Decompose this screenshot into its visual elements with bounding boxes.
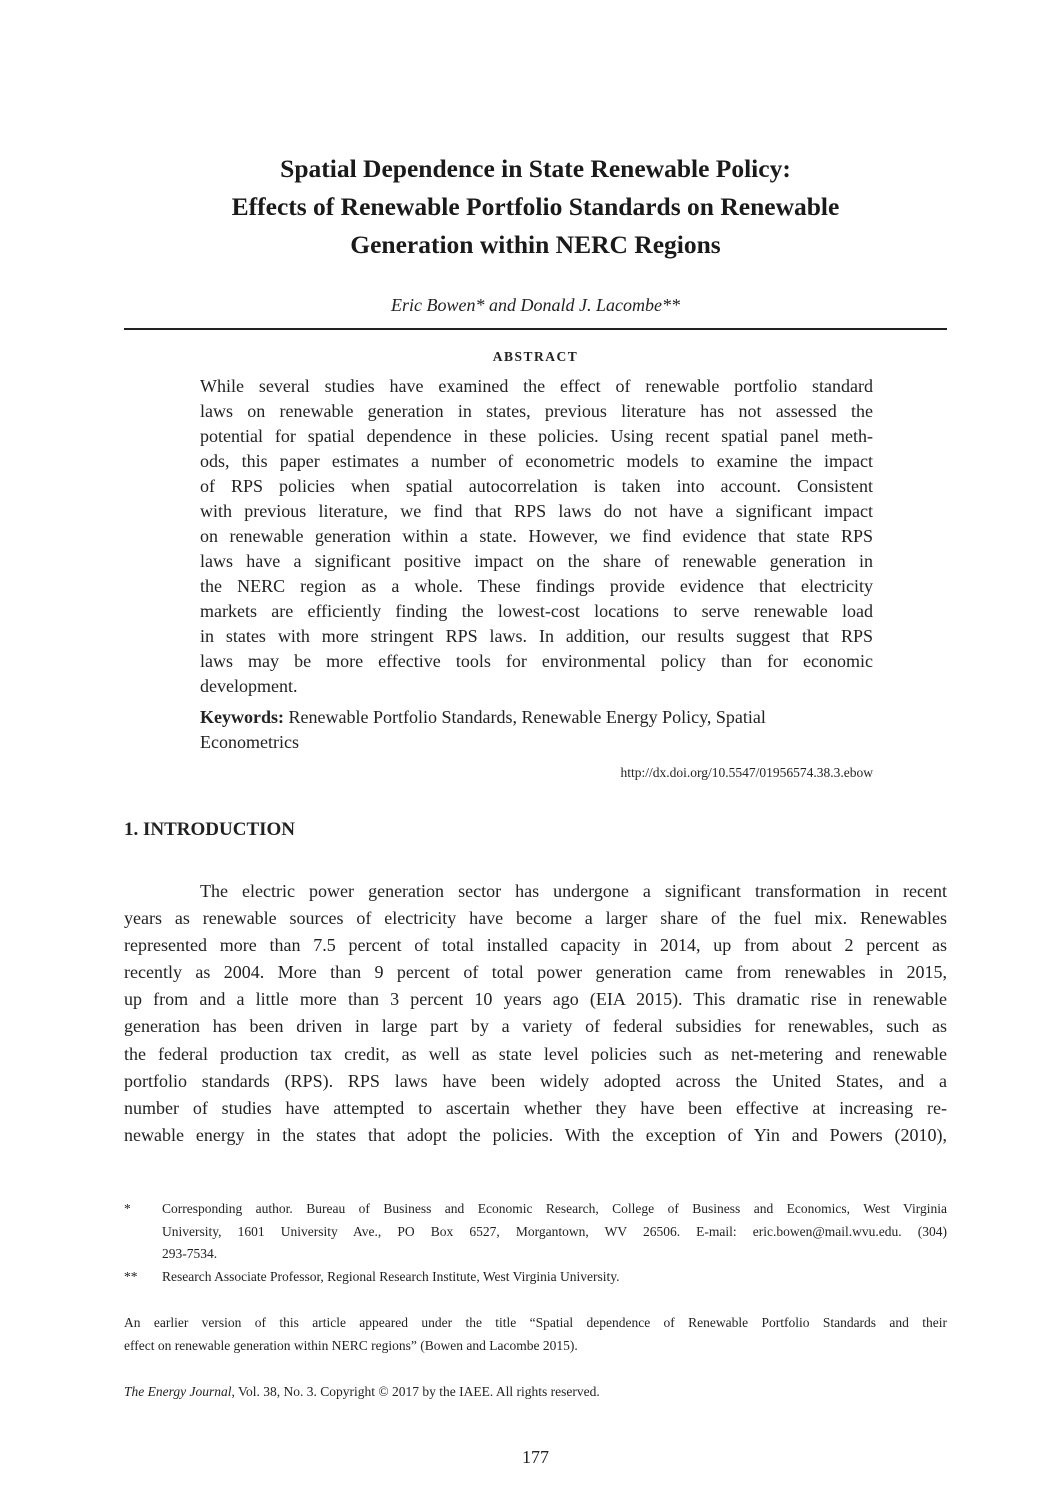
abstract-line: markets are efficiently finding the lowest-cost locations to serve renewable load (200, 601, 873, 621)
abstract-line: of RPS policies when spatial autocorrelation is taken into account. Consistent (200, 476, 873, 496)
body-line: number of studies have attempted to ascertain whether they have been effective at increasing re- (124, 1097, 947, 1118)
keywords (200, 705, 873, 755)
footnote-mark: ** (124, 1269, 138, 1284)
abstract-line: potential for spatial dependence in these policies. Using recent spatial panel meth- (200, 426, 873, 446)
abstract-line: the NERC region as a whole. These findings provide evidence that electricity (200, 576, 873, 596)
abstract-heading: ABSTRACT (492, 349, 579, 364)
body-line: recently as 2004. More than 9 percent of total power generation came from renewables in 2015, (124, 962, 947, 983)
footnote-line: Research Associate Professor, Regional Research Institute, West Virginia University. (162, 1269, 620, 1284)
footnote-second-author (124, 1266, 947, 1289)
body-line: up from and a little more than 3 percent 10 years ago (EIA 2015). This dramatic rise in renewable (124, 989, 947, 1010)
abstract-line: development. (200, 676, 298, 696)
section-heading: 1. INTRODUCTION (124, 819, 296, 840)
footnote-line: University, 1601 University Ave., PO Box 6527, Morgantown, WV 26506. E-mail: eric.bowen@mail.wvu.edu. (304) (162, 1223, 947, 1239)
title-line-1: Spatial Dependence in State Renewable Policy: (280, 154, 791, 183)
abstract-line: laws have a significant positive impact on the share of renewable generation in (200, 551, 873, 571)
abstract-line: laws on renewable generation in states, previous literature has not assessed the (200, 401, 873, 421)
page-number: 177 (522, 1447, 549, 1467)
journal-name: The Energy Journal (124, 1384, 232, 1399)
body-line: generation has been driven in large part by a variety of federal subsidies for renewables, such as (124, 1016, 947, 1037)
paper-title (120, 150, 951, 264)
abstract-line: laws may be more effective tools for environmental policy than for economic (200, 651, 873, 671)
body-line: newable energy in the states that adopt the policies. With the exception of Yin and Powers (2010), (124, 1124, 947, 1145)
footnote-mark: * (124, 1201, 131, 1216)
body-line: the federal production tax credit, as well as state level policies such as net-metering and renewable (124, 1043, 947, 1064)
keywords-text: Renewable Portfolio Standards, Renewable Energy Policy, Spatial (288, 707, 766, 727)
abstract-line: While several studies have examined the effect of renewable portfolio standard (200, 376, 873, 396)
body-line: represented more than 7.5 percent of total installed capacity in 2014, up from about 2 percent as (124, 935, 947, 956)
note-line: An earlier version of this article appeared under the title “Spatial dependence of Renewable Portfolio Standards and their (124, 1315, 947, 1330)
keywords-label: Keywords: (200, 707, 284, 727)
abstract-text (200, 374, 873, 699)
authors: Eric Bowen* and Donald J. Lacombe** (391, 295, 680, 315)
footnote-line: Corresponding author. Bureau of Business and Economic Research, College of Business and Economics, West Virginia (162, 1201, 947, 1216)
note-line: effect on renewable generation within NERC regions” (Bowen and Lacombe 2015). (124, 1337, 578, 1353)
abstract-line: with previous literature, we find that RPS laws do not have a significant impact (200, 501, 873, 521)
earlier-version-note (124, 1312, 947, 1357)
body-line: The electric power generation sector has undergone a significant transformation in recent (200, 881, 947, 901)
keywords-text-continued: Econometrics (200, 732, 299, 752)
abstract-line: ods, this paper estimates a number of econometric models to examine the impact (200, 451, 873, 471)
body-line: years as renewable sources of electricity have become a larger share of the fuel mix. Renewables (124, 908, 947, 929)
title-line-3: Generation within NERC Regions (350, 230, 721, 259)
footnote-corresponding-author (124, 1198, 947, 1266)
header-rule (124, 328, 947, 330)
body-paragraph (124, 878, 947, 1149)
abstract-line: in states with more stringent RPS laws. In addition, our results suggest that RPS (200, 626, 873, 646)
title-line-2: Effects of Renewable Portfolio Standards on Renewable (231, 192, 840, 221)
footnote-line: 293-7534. (162, 1246, 218, 1261)
journal-citation (124, 1382, 600, 1402)
body-line: portfolio standards (RPS). RPS laws have been widely adopted across the United States, and a (124, 1070, 947, 1091)
journal-details: , Vol. 38, No. 3. Copyright © 2017 by the IAEE. All rights reserved. (231, 1384, 600, 1399)
abstract-line: on renewable generation within a state. However, we find evidence that state RPS (200, 526, 873, 546)
doi-link[interactable]: http://dx.doi.org/10.5547/01956574.38.3.ebow (620, 765, 873, 780)
